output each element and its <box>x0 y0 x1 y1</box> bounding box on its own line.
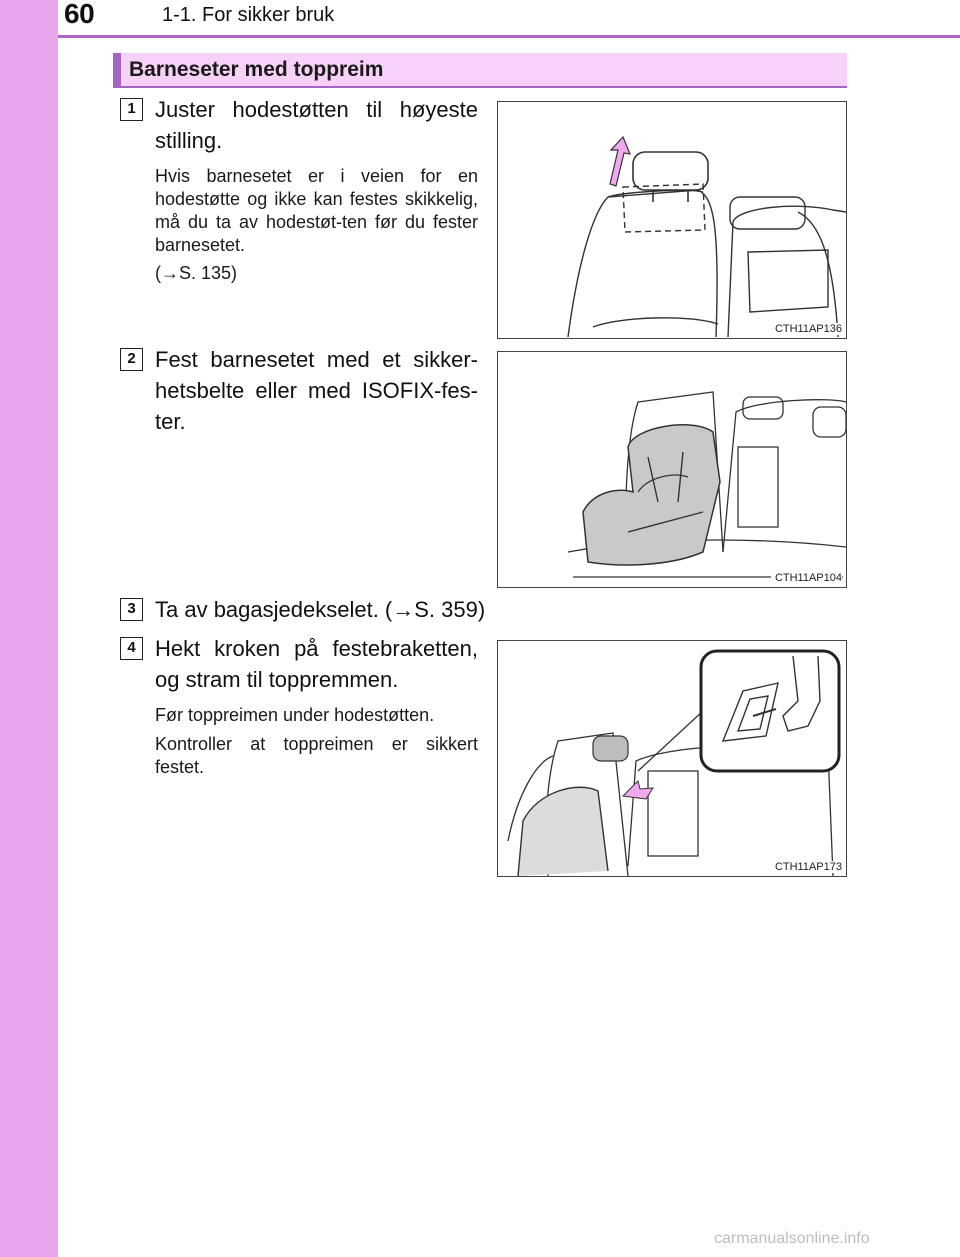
top-tether-drawing <box>498 641 846 876</box>
step-4-text: Hekt kroken på festebraketten, og stram til toppremmen. <box>155 636 478 692</box>
step-2-text: Fest barnesetet med et sikker-hetsbelte eller med ISOFIX-fes-ter. <box>155 347 478 434</box>
step-3-text: Ta av bagasjedekselet. (→S. 359) <box>155 597 486 622</box>
step-4-badge: 4 <box>120 637 143 660</box>
image-code-2: CTH11AP104 <box>771 572 842 584</box>
image-code-4: CTH11AP173 <box>771 861 842 873</box>
page-number: 60 <box>64 0 95 29</box>
headrest-drawing <box>498 102 846 338</box>
header-rule <box>58 35 960 38</box>
subsection-heading <box>113 53 847 88</box>
illustration-child-seat <box>497 351 847 588</box>
step-1-note: Hvis barnesetet er i veien for en hodestøtte og ikke kan festes skikkelig, må du ta av hodestøt-ten før du fester barnesetet. <box>155 166 478 255</box>
step-4-note-1: Før toppreimen under hodestøtten. <box>155 705 435 725</box>
page-margin-band <box>0 0 58 1257</box>
subsection-accent <box>113 53 121 86</box>
illustration-headrest <box>497 101 847 339</box>
step-4-note-2: Kontroller at toppreimen er sikkert festet. <box>155 734 478 777</box>
illustration-top-tether <box>497 640 847 877</box>
step-3-badge: 3 <box>120 598 143 621</box>
child-seat-drawing <box>498 352 846 587</box>
subsection-title: Barneseter med toppreim <box>129 58 384 81</box>
step-1-text: Juster hodestøtten til høyeste stilling. <box>155 97 478 153</box>
step-1-badge: 1 <box>120 98 143 121</box>
step-2-badge: 2 <box>120 348 143 371</box>
step-1-reference: (→S. 135) <box>155 263 238 283</box>
section-title: 1-1. For sikker bruk <box>162 4 335 26</box>
image-code-1: CTH11AP136 <box>771 323 842 335</box>
watermark: carmanualsonline.info <box>714 1230 870 1247</box>
